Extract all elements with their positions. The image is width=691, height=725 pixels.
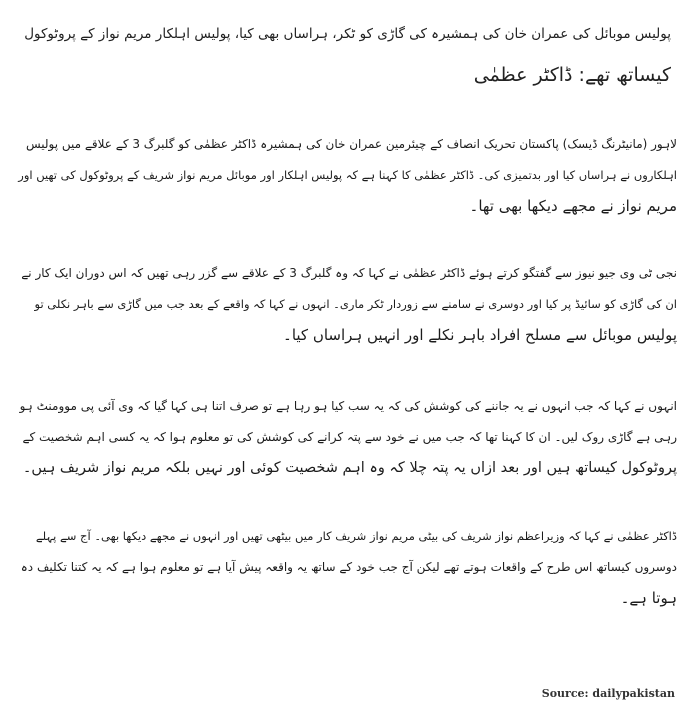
paragraph-line: انہوں نے کہا کہ جب انہوں نے یہ جاننے کی کوشش کی کہ یہ سب کیا ہو رہا ہے تو صرف اتنا ہی کہا گیا کہ وی آئی پی موومنٹ ہو: [19, 399, 677, 413]
headline-line: پولیس موبائل کی عمران خان کی ہمشیرہ کی گاڑی کو ٹکر، ہراساں بھی کیا، پولیس اہلکار مریم نواز کے پروٹوکول: [24, 26, 671, 42]
paragraph-line: دوسروں کیساتھ اس طرح کے واقعات ہوتے تھے لیکن آج جب خود کے ساتھ یہ واقعہ پیش آیا ہے تو معلوم ہوا ہے کہ یہ کتنا تکلیف دہ: [20, 560, 677, 574]
article-paragraph-1: [14, 129, 677, 222]
paragraph-line: ہوتا ہے۔: [620, 589, 677, 607]
article-paragraph-4: [14, 521, 677, 614]
headline-line: کیساتھ تھے: ڈاکٹر عظمٰی: [473, 64, 671, 86]
paragraph-line: اہلکاروں نے ہراساں کیا اور بدتمیزی کی۔ ڈاکٹر عظمٰی کا کہنا ہے کہ پولیس اہلکار اور موبائل مریم نواز شریف کے پروٹوکول کی تھیں اور: [18, 168, 677, 182]
article-paragraph-3: [14, 391, 677, 484]
paragraph-line: رہی ہے گاڑی روک لیں۔ ان کا کہنا تھا کہ جب میں نے خود سے پتہ کرانے کی کوشش کی تو معلوم ہوا کہ یہ کسی اہم شخصیت کے: [22, 430, 677, 444]
paragraph-line: مریم نواز نے مجھے دیکھا بھی تھا۔: [469, 197, 677, 215]
paragraph-line: ڈاکٹر عظمٰی نے کہا کہ وزیراعظم نواز شریف کی بیٹی مریم نواز شریف کار میں بیٹھی تھیں اور انہوں نے مجھے دیکھا بھی۔ آج سے پہلے: [35, 529, 677, 543]
paragraph-line: لاہور (مانیٹرنگ ڈیسک) پاکستان تحریک انصاف کے چیئرمین عمران خان کی ہمشیرہ ڈاکٹر عظمٰی کو گلبرگ 3 کے علاقے میں پولیس: [25, 137, 677, 151]
paragraph-line: پروٹوکول کیساتھ ہیں اور بعد ازاں یہ پتہ چلا کہ وہ اہم شخصیت کوئی اور نہیں بلکہ مریم نواز شریف ہیں۔: [22, 460, 677, 476]
article-paragraph-2: [14, 258, 677, 351]
paragraph-line: نجی ٹی وی جیو نیوز سے گفتگو کرتے ہوئے ڈاکٹر عظمٰی نے کہا کہ وہ گلبرگ 3 کے علاقے سے گزر رہی تھیں کہ اس دوران ایک کار نے: [21, 266, 677, 280]
source-credit: Source: dailypakistan: [541, 687, 675, 700]
paragraph-line: ان کی گاڑی کو سائیڈ پر کیا اور دوسری نے سامنے سے زوردار ٹکر ماری۔ انہوں نے کہا کہ واقعے کے بعد جب میں گاڑی سے باہر نکلی تو: [34, 297, 677, 311]
paragraph-line: پولیس موبائل سے مسلح افراد باہر نکلے اور انہیں ہراساں کیا۔: [283, 326, 677, 344]
article-headline: [20, 14, 671, 96]
